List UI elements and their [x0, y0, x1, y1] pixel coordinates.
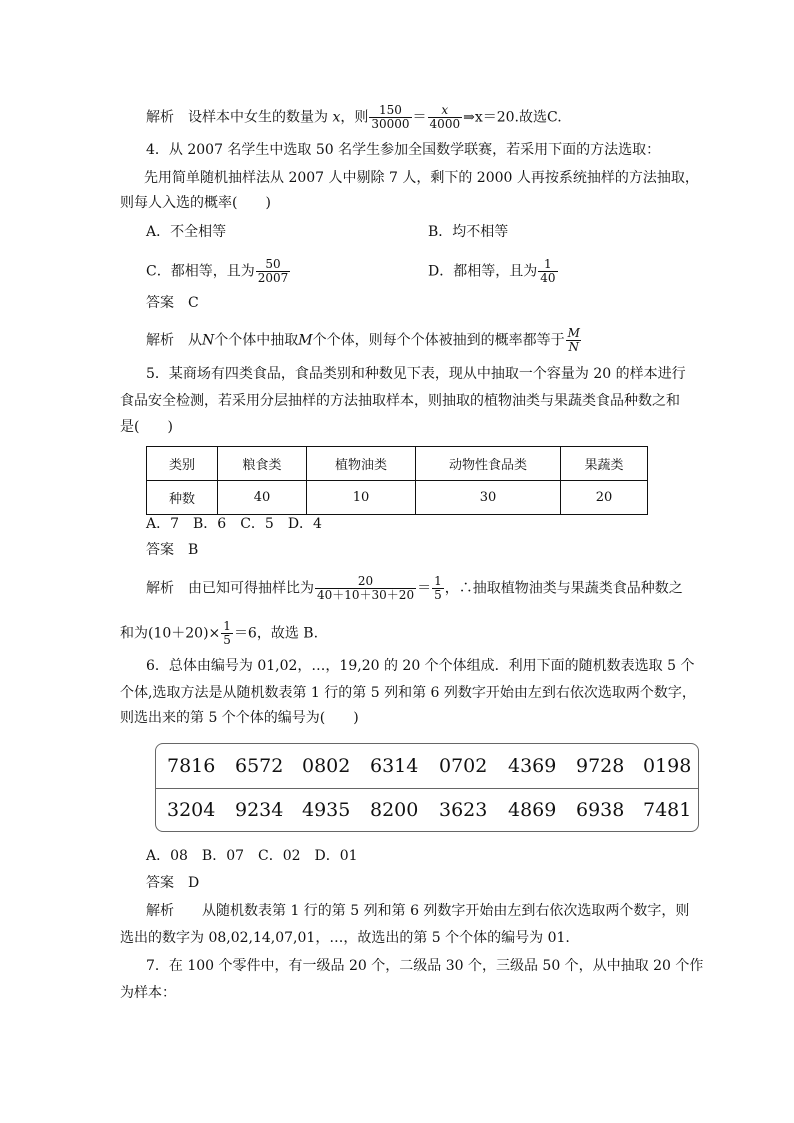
fraction: $\frac{1}{40}$	[540, 257, 556, 285]
q6-answer: 答案 D	[146, 875, 200, 891]
table-cell: 20	[561, 481, 648, 515]
table-row	[156, 744, 698, 788]
fraction: $\frac{1}{5}$	[223, 619, 231, 647]
q6-stem-line3: 则选出来的第 5 个个体的编号为( )	[120, 710, 359, 726]
food-category-table	[146, 446, 648, 515]
fraction: $\frac{M}{N}$	[567, 326, 580, 354]
q7-stem-line1: 7．在 100 个零件中，有一级品 20 个，二级品 30 个，三级品 50 个，从中抽取 20 个作	[146, 958, 704, 974]
table-row	[156, 788, 698, 832]
fraction: $\frac{50}{2007}$	[257, 257, 289, 285]
fraction: $\frac{x}{4000}$	[429, 103, 461, 131]
table-cell: 40	[218, 481, 307, 515]
table-cell: 0702	[439, 755, 488, 777]
fraction: $\frac{1}{5}$	[434, 574, 442, 602]
q5-stem-line3: 是( )	[120, 419, 173, 435]
table-cell: 6938	[576, 799, 625, 821]
random-number-table	[155, 743, 699, 832]
table-cell: 果蔬类	[561, 447, 648, 481]
q6-options: A．08 B．07 C．02 D．01	[146, 848, 358, 864]
q5-analysis-line1: 解析 由已知可得抽样比为 $\frac{20}{40+10+30+20}$ ＝ $\frac{1}{5}$ ，∴抽取植物油类与果蔬类食品种数之	[146, 574, 683, 602]
q6-stem-line1: 6．总体由编号为 01,02，…，19,20 的 20 个个体组成．利用下面的随机数表选取 5 个	[146, 658, 695, 674]
table-cell: 3623	[439, 799, 488, 821]
table-row	[147, 447, 648, 481]
q3-analysis: 解析 设样本中女生的数量为 x，则 $\frac{150}{30000}$ ＝ $\frac{x}{4000}$ ⇒x＝20.故选C.	[146, 103, 562, 131]
q6-analysis-line1: 解析 从随机数表第 1 行的第 5 列和第 6 列数字开始由左到右依次选取两个数字，则	[146, 903, 690, 919]
table-cell: 粮食类	[218, 447, 307, 481]
table-cell: 7816	[167, 755, 216, 777]
q7-stem-line2: 为样本：	[120, 985, 176, 1001]
q5-analysis-line2: 和为(10＋20)× $\frac{1}{5}$ ＝6，故选 B.	[120, 619, 319, 647]
q5-stem-line2: 食品安全检测，若采用分层抽样的方法抽取样本，则抽取的植物油类与果蔬类食品种数之和	[120, 393, 680, 409]
q6-analysis-line2: 选出的数字为 08,02,14,07,01，…，故选出的第 5 个个体的编号为 01.	[120, 930, 570, 946]
table-cell: 30	[416, 481, 561, 515]
table-cell: 4869	[508, 799, 557, 821]
q6-stem-line2: 个体,选取方法是从随机数表第 1 行的第 5 列和第 6 列数字开始由左到右依次选取两个数字，	[120, 685, 696, 701]
table-cell: 植物油类	[307, 447, 416, 481]
q5-answer: 答案 B	[146, 542, 199, 558]
table-cell: 4935	[302, 799, 351, 821]
table-cell: 0802	[302, 755, 351, 777]
table-cell: 3204	[167, 799, 216, 821]
q4-option-a: A．不全相等	[146, 224, 227, 240]
q4-option-d: D．都相等，且为 $\frac{1}{40}$	[428, 257, 556, 285]
q4-option-b: B．均不相等	[428, 224, 509, 240]
table-cell: 动物性食品类	[416, 447, 561, 481]
q4-stem-line1: 4．从 2007 名学生中选取 50 名学生参加全国数学联赛，若采用下面的方法选取：	[146, 142, 661, 158]
table-cell: 类别	[147, 447, 218, 481]
q4-analysis: 解析 从N个个体中抽取M个个体，则每个个体被抽到的概率都等于 $\frac{M}{N}$	[146, 326, 580, 354]
table-cell: 9728	[576, 755, 625, 777]
table-cell: 7481	[643, 799, 692, 821]
q5-stem-line1: 5．某商场有四类食品，食品类别和种数见下表，现从中抽取一个容量为 20 的样本进行	[146, 366, 686, 382]
table-cell: 8200	[370, 799, 419, 821]
table-cell: 4369	[508, 755, 557, 777]
table-cell: 9234	[235, 799, 284, 821]
table-cell: 6314	[370, 755, 419, 777]
fraction: $\frac{20}{40+10+30+20}$	[317, 574, 415, 602]
table-cell: 种数	[147, 481, 218, 515]
table-cell: 6572	[235, 755, 284, 777]
table-cell: 0198	[643, 755, 692, 777]
q5-options: A．7 B．6 C．5 D．4	[146, 516, 322, 532]
q4-option-c: C．都相等，且为 $\frac{50}{2007}$	[146, 257, 289, 285]
q4-stem-line3: 则每人入选的概率( )	[120, 195, 271, 211]
q4-stem-line2: 先用简单随机抽样法从 2007 人中剔除 7 人，剩下的 2000 人再按系统抽样的方法抽取，	[144, 170, 699, 186]
table-row	[147, 481, 648, 515]
fraction: $\frac{150}{30000}$	[371, 103, 410, 131]
q4-answer: 答案 C	[146, 295, 199, 311]
table-cell: 10	[307, 481, 416, 515]
